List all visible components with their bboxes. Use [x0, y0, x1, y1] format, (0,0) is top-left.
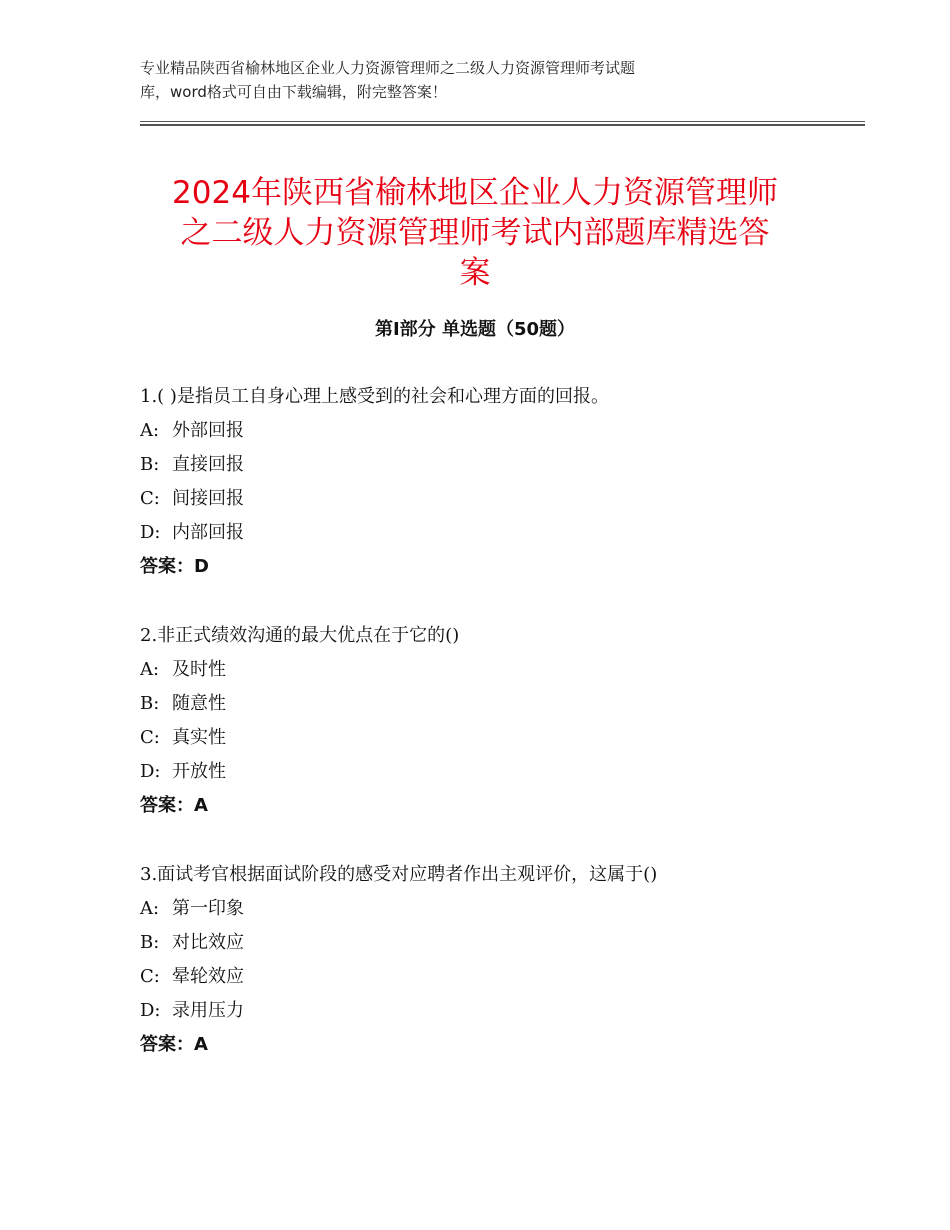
option-key: A: — [140, 659, 160, 680]
option-d — [140, 755, 860, 789]
option-b — [140, 448, 860, 482]
option-key: C: — [140, 727, 160, 748]
header-divider-thin — [140, 121, 865, 122]
option-text: 间接回报 — [172, 488, 244, 509]
option-text: 录用压力 — [172, 1000, 244, 1021]
option-c — [140, 960, 860, 994]
title-line-2: 之二级人力资源管理师考试内部题库精选答 — [180, 214, 770, 251]
header-note-line-1: 专业精品陕西省榆林地区企业人力资源管理师之二级人力资源管理师考试题 — [140, 59, 636, 77]
option-text: 对比效应 — [172, 932, 244, 953]
question-stem: 2.非正式绩效沟通的最大优点在于它的() — [140, 625, 460, 646]
option-text: 真实性 — [172, 727, 226, 748]
option-a — [140, 653, 860, 687]
question-3 — [140, 858, 860, 1062]
option-key: C: — [140, 488, 160, 509]
option-key: A: — [140, 898, 160, 919]
option-text: 及时性 — [172, 659, 226, 680]
option-a — [140, 892, 860, 926]
option-b — [140, 687, 860, 721]
option-c — [140, 721, 860, 755]
section-title: 第Ⅰ部分 单选题（50题） — [374, 319, 575, 340]
option-a — [140, 414, 860, 448]
option-text: 随意性 — [172, 693, 226, 714]
question-stem: 1.( )是指员工自身心理上感受到的社会和心理方面的回报。 — [140, 386, 609, 407]
option-text: 晕轮效应 — [172, 966, 244, 987]
option-text: 第一印象 — [172, 898, 244, 919]
option-text: 外部回报 — [172, 420, 244, 441]
option-b — [140, 926, 860, 960]
header-note-line-2: 库，word格式可自由下载编辑，附完整答案！ — [140, 83, 447, 101]
document-title — [100, 173, 850, 293]
option-key: C: — [140, 966, 160, 987]
question-stem: 3.面试考官根据面试阶段的感受对应聘者作出主观评价，这属于() — [140, 864, 658, 885]
answer-line: 答案：A — [140, 1034, 208, 1055]
option-key: D: — [140, 522, 161, 543]
option-key: D: — [140, 761, 161, 782]
title-line-3: 案 — [459, 254, 491, 291]
option-key: A: — [140, 420, 160, 441]
answer-line: 答案：A — [140, 795, 208, 816]
option-key: B: — [140, 693, 160, 714]
option-key: D: — [140, 1000, 161, 1021]
answer-line: 答案：D — [140, 556, 209, 577]
question-2 — [140, 619, 860, 823]
header-divider-thick — [140, 124, 865, 126]
option-d — [140, 994, 860, 1028]
option-key: B: — [140, 932, 160, 953]
option-text: 开放性 — [172, 761, 226, 782]
option-text: 内部回报 — [172, 522, 244, 543]
header-note — [140, 56, 820, 104]
option-key: B: — [140, 454, 160, 475]
question-1 — [140, 380, 860, 584]
option-text: 直接回报 — [172, 454, 244, 475]
option-d — [140, 516, 860, 550]
title-line-1: 2024年陕西省榆林地区企业人力资源管理师 — [172, 174, 778, 211]
option-c — [140, 482, 860, 516]
